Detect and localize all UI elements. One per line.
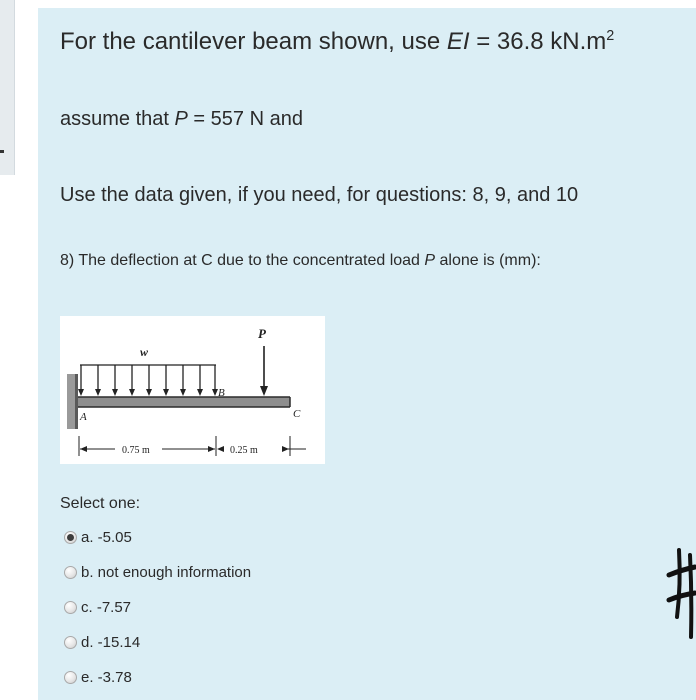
load-assumption	[60, 108, 303, 131]
answer-option-a[interactable]	[64, 520, 251, 555]
answer-label: c. -7.57	[81, 599, 132, 616]
q8-symbol: P	[424, 252, 436, 269]
answer-label: d. -15.14	[81, 634, 141, 651]
radio-button[interactable]	[64, 531, 77, 544]
point-a-label: A	[80, 411, 87, 423]
sidebar-mark	[0, 150, 4, 153]
dimension-ab-label: 0.75 m	[122, 445, 150, 456]
point-b-label: B	[218, 387, 225, 399]
answer-option-c[interactable]	[64, 590, 251, 625]
left-sidebar-strip	[0, 0, 15, 175]
cantilever-diagram	[60, 316, 325, 464]
dimension-lines	[79, 436, 306, 456]
p-pre-text: assume that	[60, 108, 175, 130]
load-w-label: w	[140, 345, 149, 359]
answer-option-e[interactable]	[64, 660, 251, 695]
radio-button[interactable]	[64, 636, 77, 649]
beam-figure	[60, 316, 325, 464]
answer-label: b. not enough information	[81, 564, 252, 581]
answer-option-d[interactable]	[64, 625, 251, 660]
answer-label: a. -5.05	[81, 529, 132, 546]
intro-text: For the cantilever beam shown, use	[60, 28, 447, 55]
select-one-prompt: Select one:	[60, 495, 141, 512]
load-p-label: P	[258, 326, 266, 341]
ei-value: = 36.8 kN.m	[469, 28, 607, 55]
question-intro	[60, 28, 614, 56]
point-load-arrow	[260, 346, 268, 396]
wall-edge	[75, 374, 78, 429]
ei-exponent: 2	[606, 28, 615, 44]
radio-button[interactable]	[64, 671, 77, 684]
point-c-label: C	[293, 408, 301, 420]
radio-button[interactable]	[64, 601, 77, 614]
answer-options	[64, 520, 251, 695]
p-symbol: P	[174, 108, 188, 130]
question-panel	[38, 8, 696, 700]
radio-button[interactable]	[64, 566, 77, 579]
q8-pre-text: 8) The deflection at C due to the concentrated load	[60, 252, 425, 269]
beam-body	[78, 397, 290, 407]
distributed-load	[78, 365, 218, 396]
handwritten-mark-icon	[665, 545, 696, 640]
data-note: Use the data given, if you need, for questions: 8, 9, and 10	[60, 184, 579, 206]
p-value: = 557 N and	[187, 108, 303, 130]
q8-post-text: alone is (mm):	[435, 252, 541, 269]
answer-option-b[interactable]	[64, 555, 251, 590]
answer-label: e. -3.78	[81, 669, 132, 686]
ei-symbol: EI	[446, 28, 470, 55]
dimension-bc-label: 0.25 m	[230, 445, 258, 456]
wall-support	[67, 374, 76, 429]
question-8-text	[60, 252, 541, 270]
